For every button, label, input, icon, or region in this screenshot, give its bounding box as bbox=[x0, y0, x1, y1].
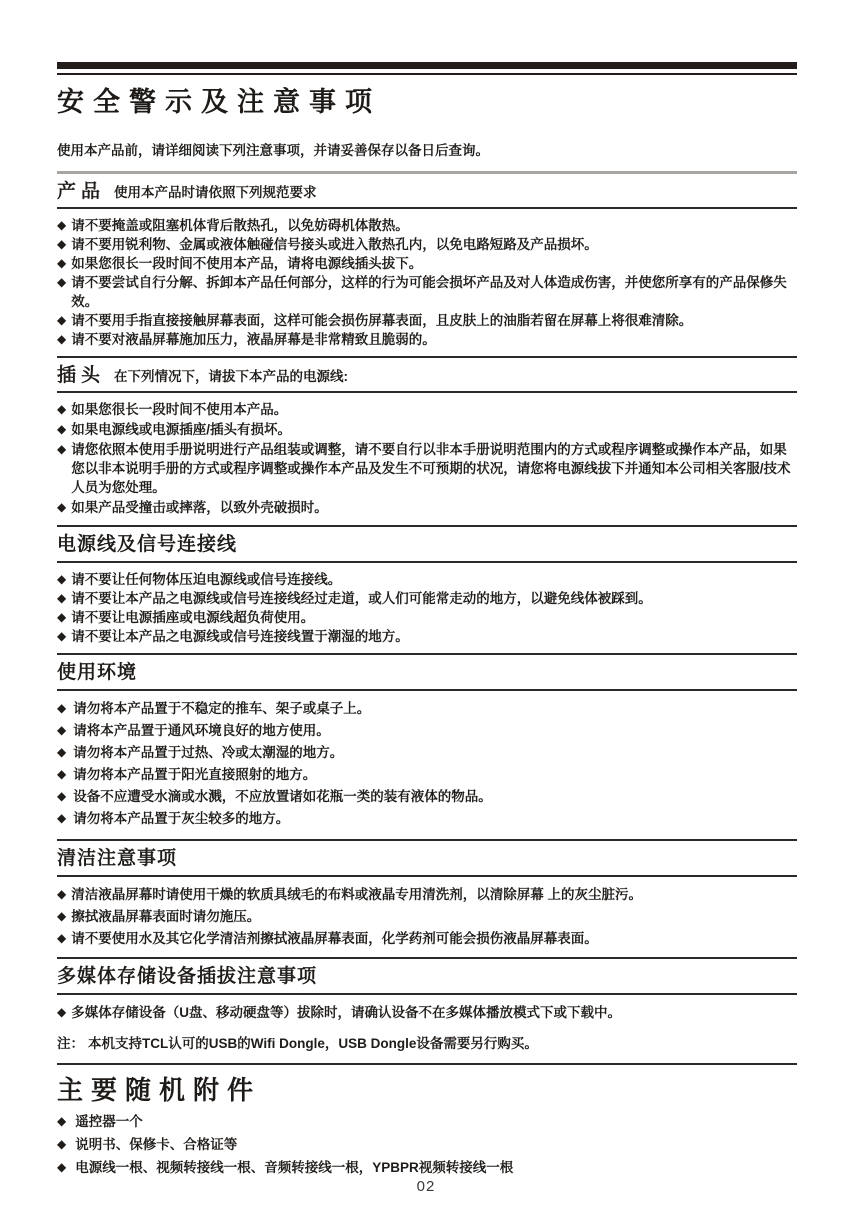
list-item-text: 请勿将本产品置于过热、冷或太潮湿的地方。 bbox=[73, 745, 344, 760]
list-item-text: 多媒体存储设备（U盘、移动硬盘等）拔除时，请确认设备不在多媒体播放模式下或下载中。 bbox=[71, 1005, 621, 1020]
list-item bbox=[57, 420, 797, 439]
list-item-text: 擦拭液晶屏幕表面时请勿施压。 bbox=[71, 909, 261, 924]
list-item-text: 设备不应遭受水滴或水溅，不应放置诸如花瓶一类的装有液体的物品。 bbox=[73, 789, 492, 804]
list-item bbox=[57, 216, 797, 235]
section-cleaning-header bbox=[57, 841, 797, 875]
list-item bbox=[57, 787, 797, 806]
list-item-text: 电源线一根、视频转接线一根、音频转接线一根，YPBPR视频转接线一根 bbox=[75, 1160, 514, 1175]
list-item bbox=[57, 809, 797, 828]
section-heading: 清洁注意事项 bbox=[57, 848, 178, 869]
list-item bbox=[57, 570, 797, 589]
diamond-bullet-icon: ◆ bbox=[57, 1005, 67, 1019]
note-text: 本机支持TCL认可的USB的Wifi Dongle，USB Dongle设备需要另行购买。 bbox=[88, 1036, 538, 1051]
list-item-text: 清洁液晶屏幕时请使用干燥的软质具绒毛的布料或液晶专用清洗剂，以清除屏幕 上的灰尘脏污。 bbox=[71, 887, 642, 902]
section-cleaning bbox=[57, 839, 797, 957]
section-top-rule bbox=[57, 1063, 797, 1065]
section-heading: 电源线及信号连接线 bbox=[57, 534, 238, 555]
list-item-text: 请不要让任何物体压迫电源线或信号连接线。 bbox=[71, 572, 342, 587]
list-item-text: 请将本产品置于通风环境良好的地方使用。 bbox=[73, 723, 330, 738]
list-item bbox=[57, 743, 797, 762]
list-item bbox=[57, 721, 797, 740]
list-item bbox=[57, 929, 797, 948]
list-item bbox=[57, 1135, 797, 1154]
section-environment-list bbox=[57, 691, 797, 839]
list-item bbox=[57, 907, 797, 926]
section-heading: 多媒体存储设备插拔注意事项 bbox=[57, 966, 318, 987]
list-item-text: 遥控器一个 bbox=[75, 1114, 143, 1129]
section-plug-header bbox=[57, 358, 797, 391]
list-item bbox=[57, 498, 797, 517]
diamond-bullet-icon: ◆ bbox=[57, 909, 67, 923]
diamond-bullet-icon: ◆ bbox=[57, 931, 67, 945]
list-item-text: 请不要使用水及其它化学清洁剂擦拭液晶屏幕表面，化学药剂可能会损伤液晶屏幕表面。 bbox=[71, 931, 598, 946]
list-item-text: 请不要让电源插座或电源线超负荷使用。 bbox=[71, 610, 315, 625]
list-item-text: 请勿将本产品置于不稳定的推车、架子或桌子上。 bbox=[73, 701, 371, 716]
list-item-text: 如果您很长一段时间不使用本产品，请将电源线插头拔下。 bbox=[71, 256, 423, 271]
accessories-list bbox=[57, 1105, 797, 1177]
diamond-bullet-icon: ◆ bbox=[57, 591, 67, 605]
diamond-bullet-icon: ◆ bbox=[57, 1114, 67, 1128]
page-number: 02 bbox=[416, 1178, 436, 1195]
diamond-bullet-icon: ◆ bbox=[57, 572, 67, 586]
diamond-bullet-icon: ◆ bbox=[57, 256, 67, 270]
list-item-text: 说明书、保修卡、合格证等 bbox=[75, 1137, 238, 1152]
list-item bbox=[57, 400, 797, 419]
list-item bbox=[57, 608, 797, 627]
diamond-bullet-icon: ◆ bbox=[57, 500, 67, 514]
intro-text: 使用本产品前，请详细阅读下列注意事项，并请妥善保存以备日后查询。 bbox=[57, 143, 489, 158]
section-plug-list bbox=[57, 393, 797, 525]
list-item-text: 请不要用手指直接接触屏幕表面，这样可能会损伤屏幕表面，且皮肤上的油脂若留在屏幕上将很难清除。 bbox=[71, 313, 693, 328]
list-item bbox=[57, 330, 797, 349]
top-double-rule bbox=[57, 62, 797, 75]
diamond-bullet-icon: ◆ bbox=[57, 237, 67, 251]
list-item-text: 请勿将本产品置于灰尘较多的地方。 bbox=[73, 811, 290, 826]
list-item bbox=[57, 765, 797, 784]
section-product-list bbox=[57, 209, 797, 356]
section-product-header bbox=[57, 174, 797, 207]
note-label: 注： bbox=[57, 1036, 84, 1051]
list-item-text: 请不要让本产品之电源线或信号连接线置于潮湿的地方。 bbox=[71, 629, 409, 644]
section-environment-header bbox=[57, 655, 797, 689]
list-item bbox=[57, 699, 797, 718]
list-item-text: 请您依照本使用手册说明进行产品组装或调整，请不要自行以非本手册说明范围内的方式或程序调整或操作本产品，如果您以非本说明手册的方式或程序调整或操作本产品及发生不可预期的状况，请您将电源线拔下并通知本公司相关客服/技术人员为您处理。 bbox=[71, 442, 791, 495]
section-heading: 使用环境 bbox=[57, 662, 138, 683]
list-item-text: 如果产品受撞击或摔落，以致外壳破损时。 bbox=[71, 500, 328, 515]
diamond-bullet-icon: ◆ bbox=[57, 313, 67, 327]
diamond-bullet-icon: ◆ bbox=[57, 767, 67, 781]
list-item bbox=[57, 589, 797, 608]
section-media bbox=[57, 957, 797, 1053]
usb-dongle-note bbox=[57, 1034, 797, 1053]
diamond-bullet-icon: ◆ bbox=[57, 1137, 67, 1151]
diamond-bullet-icon: ◆ bbox=[57, 701, 67, 715]
section-heading-note: 在下列情况下，请拔下本产品的电源线: bbox=[114, 369, 349, 384]
diamond-bullet-icon: ◆ bbox=[57, 887, 67, 901]
diamond-bullet-icon: ◆ bbox=[57, 442, 67, 456]
section-media-header bbox=[57, 959, 797, 993]
section-heading-note: 使用本产品时请依照下列规范要求 bbox=[114, 185, 317, 200]
section-cleaning-list bbox=[57, 877, 797, 957]
list-item bbox=[57, 1158, 797, 1177]
list-item-text: 如果您很长一段时间不使用本产品。 bbox=[71, 402, 288, 417]
diamond-bullet-icon: ◆ bbox=[57, 332, 67, 346]
section-accessories bbox=[57, 1063, 797, 1177]
section-plug bbox=[57, 356, 797, 525]
diamond-bullet-icon: ◆ bbox=[57, 789, 67, 803]
diamond-bullet-icon: ◆ bbox=[57, 811, 67, 825]
page-title: 安全警示及注意事项 bbox=[57, 87, 381, 117]
list-item-text: 请勿将本产品置于阳光直接照射的地方。 bbox=[73, 767, 317, 782]
list-item bbox=[57, 627, 797, 646]
list-item-text: 请不要让本产品之电源线或信号连接线经过走道，或人们可能常走动的地方，以避免线体被踩到。 bbox=[71, 591, 652, 606]
list-item bbox=[57, 885, 797, 904]
diamond-bullet-icon: ◆ bbox=[57, 402, 67, 416]
diamond-bullet-icon: ◆ bbox=[57, 745, 67, 759]
list-item-text: 请不要用锐利物、金属或液体触碰信号接头或进入散热孔内，以免电路短路及产品损坏。 bbox=[71, 237, 598, 252]
list-item bbox=[57, 1112, 797, 1131]
diamond-bullet-icon: ◆ bbox=[57, 275, 67, 289]
diamond-bullet-icon: ◆ bbox=[57, 610, 67, 624]
diamond-bullet-icon: ◆ bbox=[57, 218, 67, 232]
list-item-text: 请不要尝试自行分解、拆卸本产品任何部分，这样的行为可能会损坏产品及对人体造成伤害，并使您所享有的产品保修失效。 bbox=[71, 275, 787, 309]
list-item bbox=[57, 1003, 797, 1022]
list-item bbox=[57, 311, 797, 330]
list-item bbox=[57, 273, 797, 311]
section-cables-header bbox=[57, 527, 797, 561]
list-item-text: 请不要对液晶屏幕施加压力，液晶屏幕是非常精致且脆弱的。 bbox=[71, 332, 436, 347]
section-product bbox=[57, 174, 797, 356]
diamond-bullet-icon: ◆ bbox=[57, 723, 67, 737]
diamond-bullet-icon: ◆ bbox=[57, 422, 67, 436]
list-item bbox=[57, 440, 797, 497]
list-item-text: 如果电源线或电源插座/插头有损坏。 bbox=[71, 422, 291, 437]
list-item bbox=[57, 235, 797, 254]
section-media-list bbox=[57, 995, 797, 1024]
section-heading: 插头 bbox=[57, 365, 106, 386]
section-heading: 产品 bbox=[57, 181, 106, 202]
diamond-bullet-icon: ◆ bbox=[57, 1160, 67, 1174]
accessories-title: 主要随机附件 bbox=[57, 1075, 262, 1105]
section-environment bbox=[57, 653, 797, 839]
section-cables bbox=[57, 525, 797, 653]
list-item bbox=[57, 254, 797, 273]
list-item-text: 请不要掩盖或阻塞机体背后散热孔，以免妨碍机体散热。 bbox=[71, 218, 409, 233]
section-cables-list bbox=[57, 563, 797, 653]
diamond-bullet-icon: ◆ bbox=[57, 629, 67, 643]
